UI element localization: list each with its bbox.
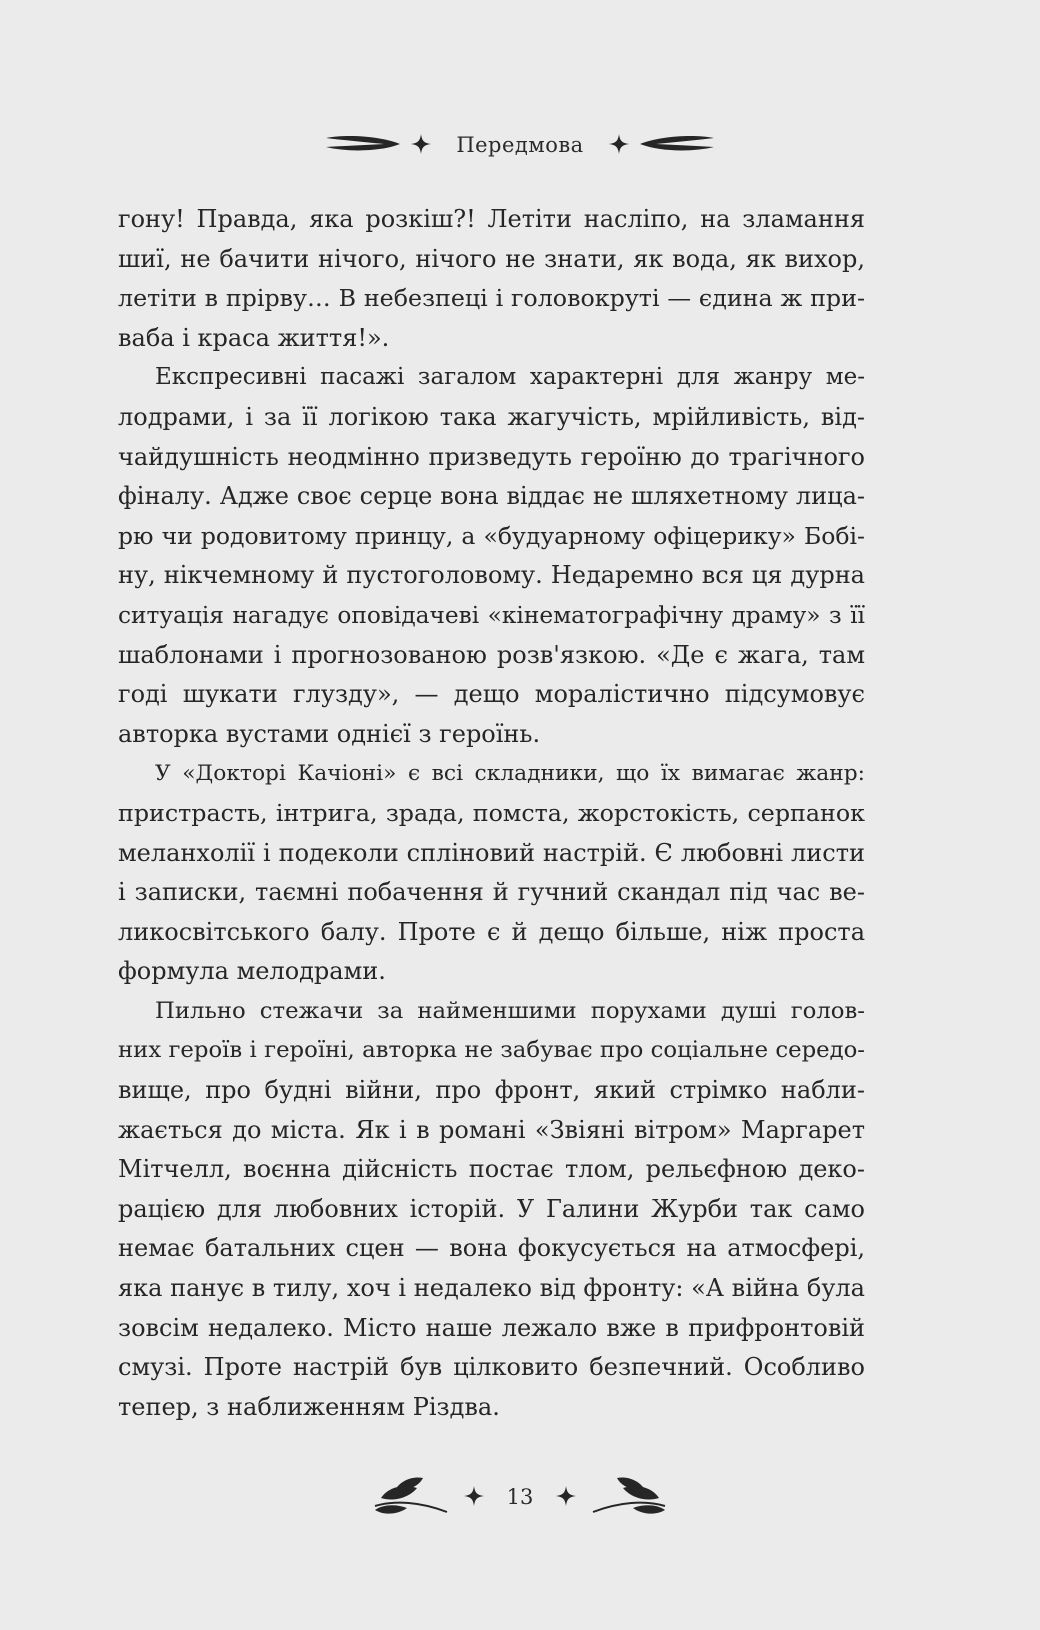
text-line: гону! Правда, яка розкіш?! Летіти насліпо, на зламання (118, 205, 865, 233)
text-line: ликосвітського балу. Проте є й дещо більше, ніж проста (118, 917, 865, 946)
leaf-sprig-icon (371, 1476, 451, 1516)
text-line: них героїв і героїні, авторка не забуває про соціальне середо- (118, 1037, 865, 1064)
leaf-ornament-icon (324, 132, 402, 156)
text-line: авторка вустами однієї з героїнь. (118, 719, 541, 748)
paragraph (118, 754, 865, 992)
footer-ornament-right (555, 1476, 669, 1516)
text-line: яка панує в тилу, хоч і недалеко від фронту: «А війна була (118, 1274, 865, 1303)
text-line: Експресивні пасажі загалом характерні для жанру ме- (155, 364, 865, 391)
text-line: фіналу. Адже своє серце вона віддає не шляхетному лица- (118, 482, 865, 511)
four-point-star-icon (463, 1485, 485, 1507)
text-line: чайдушність неодмінно призведуть героїню до трагічного (118, 442, 865, 471)
header-ornament-left (324, 132, 432, 156)
running-header-title: Передмова (456, 133, 584, 157)
paragraph (118, 200, 865, 358)
text-line: ситуація нагадує оповідачеві «кінематографічну драму» з її (118, 601, 865, 629)
four-point-star-icon (555, 1485, 577, 1507)
text-line: формула мелодрами. (118, 957, 386, 986)
text-line: Мітчелл, воєнна дійсність постає тлом, рельєфною деко- (118, 1155, 865, 1184)
text-line: немає батальних сцен — вона фокусується на атмосфері, (118, 1234, 865, 1263)
header-ornament-right (608, 132, 716, 156)
text-line: годі шукати глузду», — дещо моралістично підсумовує (118, 680, 865, 709)
text-line: вище, про будні війни, про фронт, який стрімко набли- (118, 1076, 865, 1105)
four-point-star-icon (608, 133, 630, 155)
paragraph (118, 358, 865, 754)
text-line: і записки, таємні побачення й гучний скандал під час ве- (118, 878, 865, 907)
text-line: летіти в прірву… В небезпеці і головокруті — єдина ж при- (118, 284, 865, 313)
footer-ornament-left (371, 1476, 485, 1516)
leaf-ornament-icon (638, 132, 716, 156)
leaf-sprig-icon (589, 1476, 669, 1516)
text-line: рю чи родовитому принцу, а «будуарному офіцерику» Бобі- (118, 521, 865, 550)
text-line: меланхолії і подеколи сплінoвий настрій. Є любовні листи (118, 838, 865, 867)
text-line: лодрами, і за її логікою така жагучість, мрійливість, від- (118, 402, 865, 431)
running-header (0, 120, 1040, 168)
text-line: У «Докторі Качіоні» є всі складники, що їх вимагає жанр: (155, 761, 865, 787)
text-line: зовсім недалеко. Місто наше лежало вже в прифронтовій (118, 1313, 865, 1342)
text-line: пристрасть, інтрига, зрада, помста, жорстокість, серпанок (118, 798, 865, 827)
four-point-star-icon (410, 133, 432, 155)
body-text (118, 200, 865, 1427)
text-line: шиї, не бачити нічого, нічого не знати, як вода, як вихор, (118, 244, 865, 273)
text-line: жається до міста. Як і в романі «Звіяні вітром» Маргарет (118, 1115, 865, 1144)
text-line: тепер, з наближенням Різдва. (118, 1392, 500, 1421)
page-number: 13 (506, 1485, 534, 1509)
paragraph (118, 992, 865, 1428)
text-line: рацією для любовних історій. У Галини Журби так само (118, 1194, 865, 1223)
text-line: ну, нікчемному й пустоголовому. Недаремно вся ця дурна (118, 561, 865, 590)
page-footer (0, 1468, 1040, 1524)
text-line: Пильно стежачи за найменшими порухами душі голов- (155, 997, 865, 1024)
text-line: шаблонами і прогнозованою розв'язкою. «Де є жага, там (118, 640, 865, 669)
text-line: ваба і краса життя!». (118, 323, 390, 352)
text-line: смузі. Проте настрій був цілковито безпечний. Особливо (118, 1353, 865, 1382)
